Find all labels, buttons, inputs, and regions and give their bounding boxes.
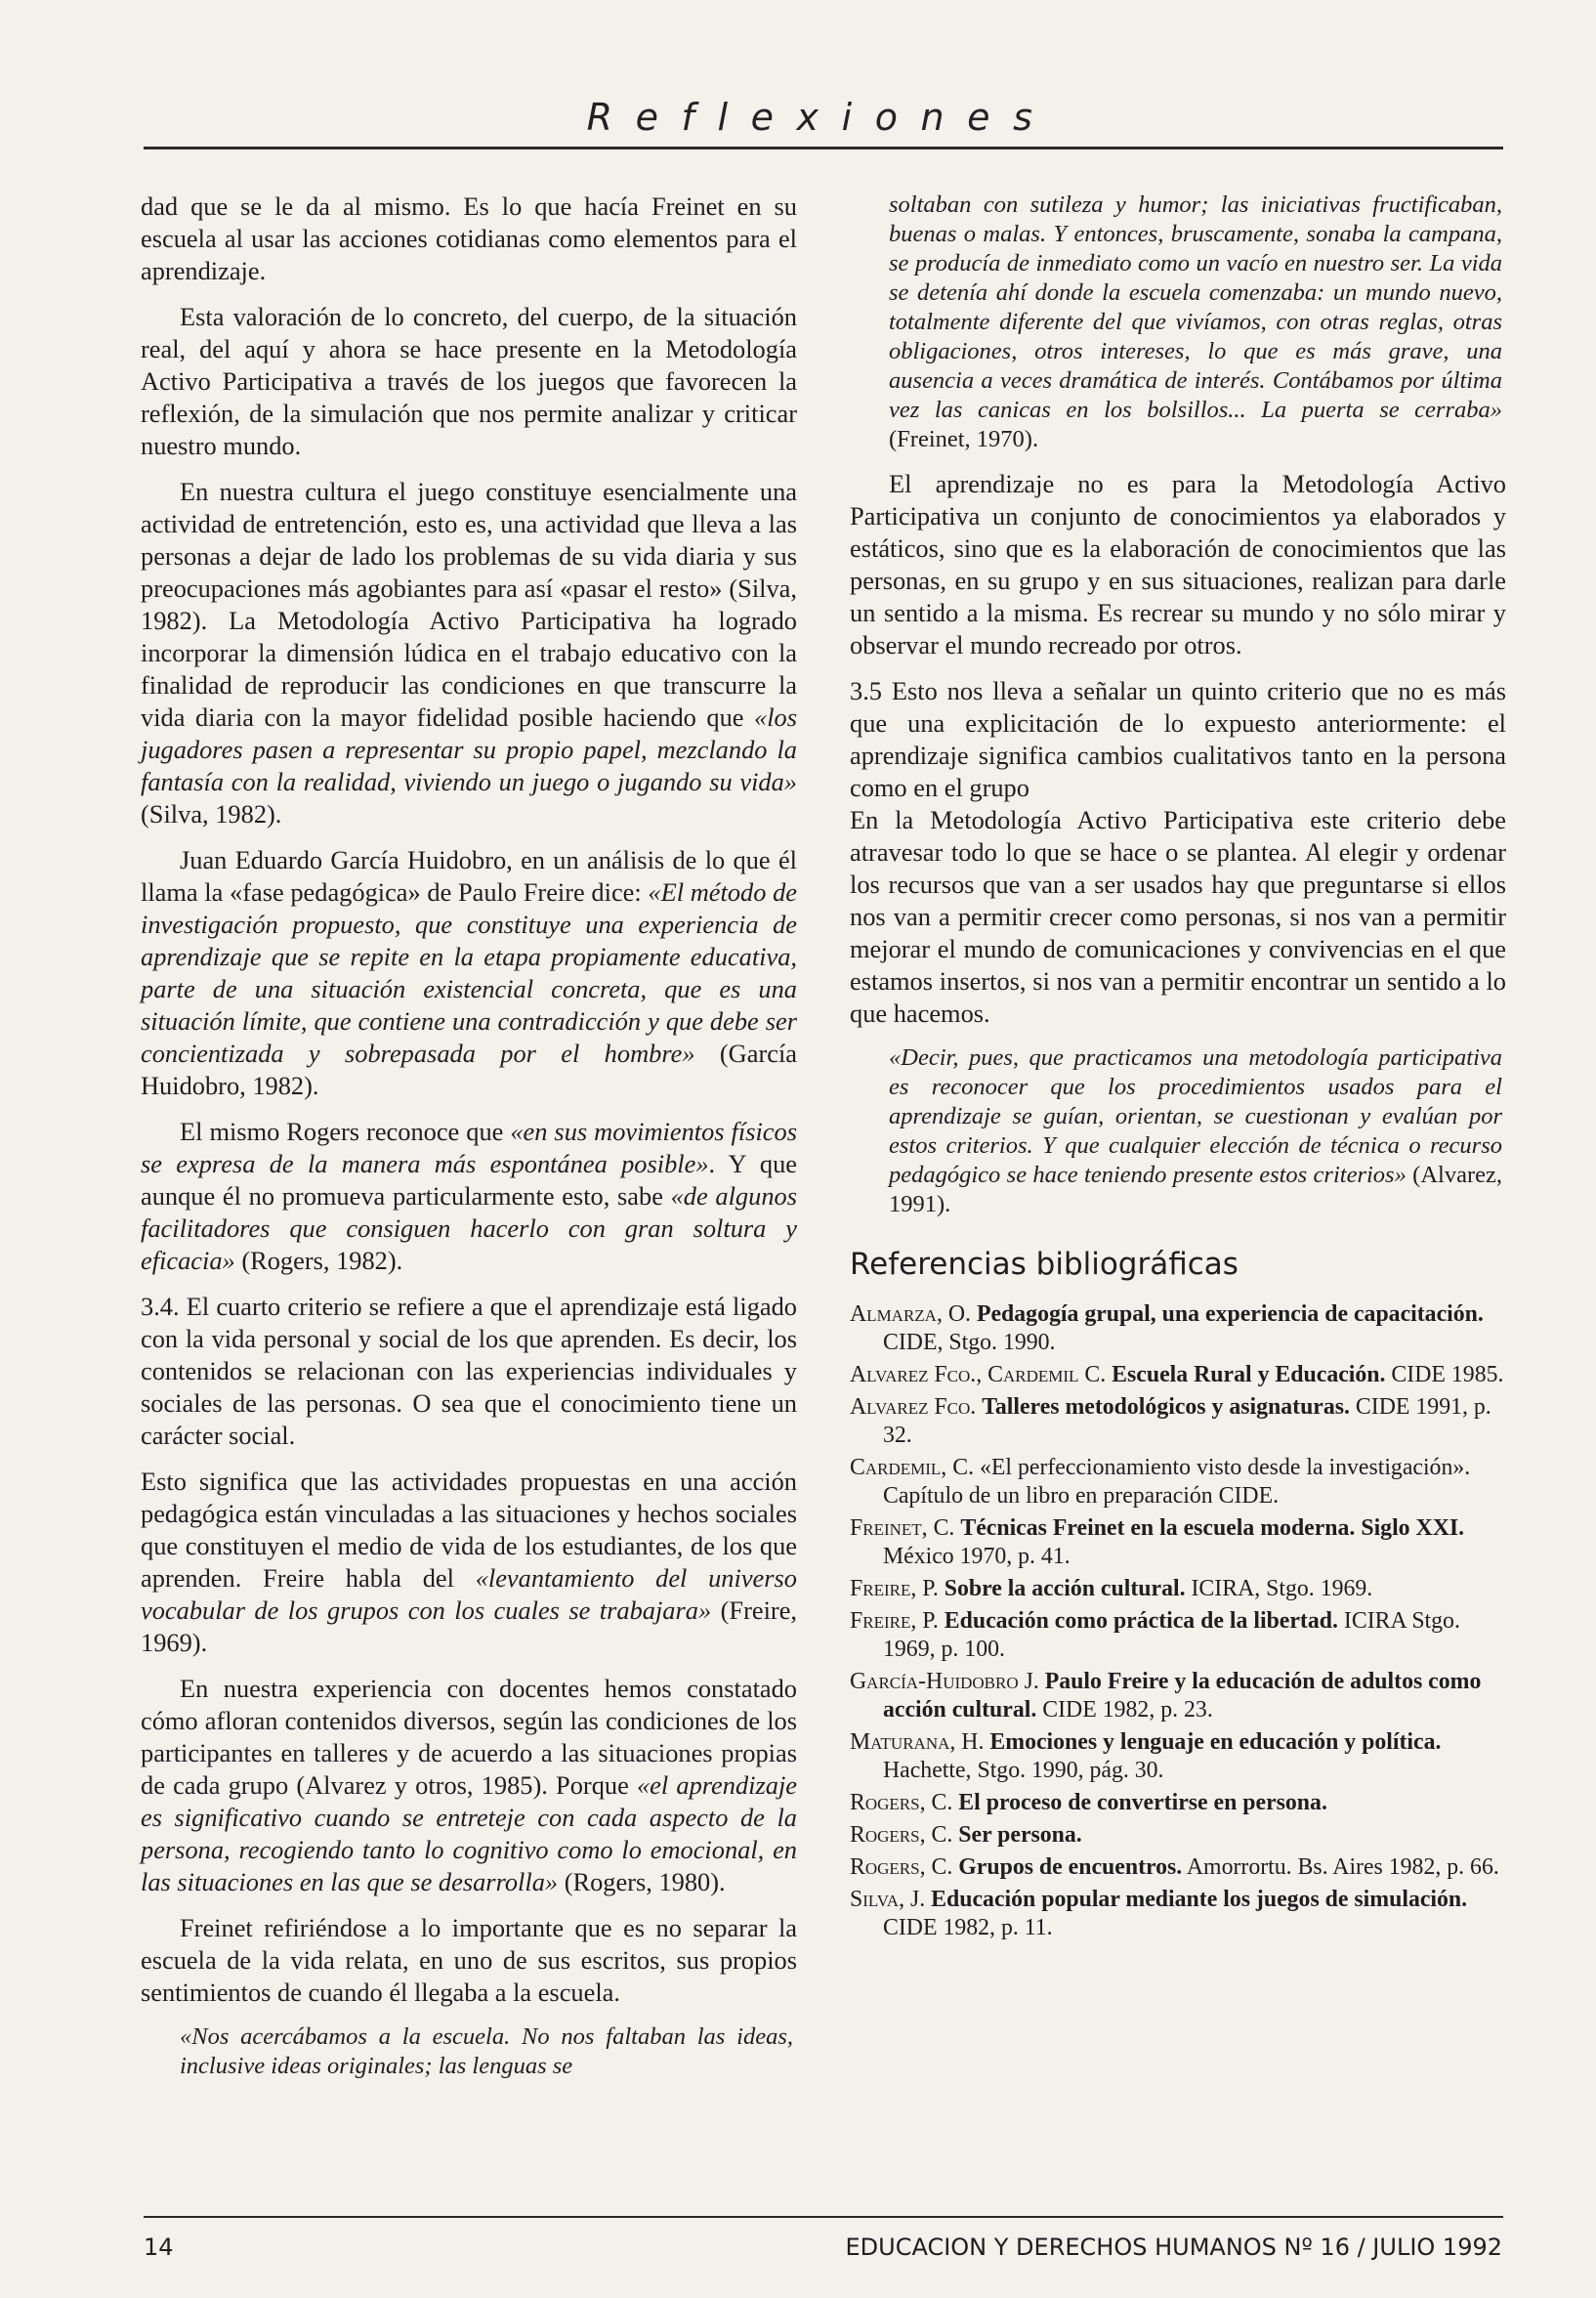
text-run: (Alvarez, 1991). xyxy=(889,1162,1502,1217)
block-quote xyxy=(850,191,1506,454)
reference-author: Freinet, C. xyxy=(850,1515,955,1541)
text-run: En nuestra experiencia con docentes hemos constatado cómo afloran contenidos diversos, según las condiciones de los participantes en talleres y de acuerdo a las situaciones propias de cada grupo (Alvarez y otros, 1985). Porque xyxy=(141,1674,797,1800)
reference-title: Grupos de encuentros. xyxy=(958,1854,1183,1880)
reference-author: García-Huidobro J. xyxy=(850,1669,1039,1694)
reference-entry xyxy=(850,1853,1506,1882)
text-run: En la Metodología Activo Participativa este criterio debe atravesar todo lo que se hace o se plantea. Al elegir y ordenar los recursos que van a ser usados hay que preguntarse si ellos nos van a permitir crecer como personas, si nos van a permitir mejorar el mundo de comunicaciones y convivencias en el que estamos insertos, si nos van a permitir encontrar un sentido a lo que hacemos. xyxy=(850,805,1506,1028)
text-run: «los jugadores pasen a representar su propio papel, mezclando la fantasía con la realidad, viviendo un juego o jugando su vida» xyxy=(141,702,797,796)
reference-entry xyxy=(850,1821,1506,1850)
reference-title: Escuela Rural y Educación. xyxy=(1112,1362,1386,1387)
body-paragraph xyxy=(850,468,1506,661)
reference-entry xyxy=(850,1728,1506,1785)
text-run: soltaban con sutileza y humor; las iniciativas fructificaban, buenas o malas. Y entonces, bruscamente, sonaba la campana, se producía de inmediato como un vacío en nuestro ser. La vida se detenía ahí donde la escuela comenzaba: un mundo nuevo, totalmente diferente del que vivíamos, con otras reglas, otras obligaciones, otros intereses, lo que es más grave, una ausencia a veces dramática de interés. Contábamos por última vez las canicas en los bolsillos... La puerta se cerraba» xyxy=(889,192,1502,423)
reference-details: «El perfeccionamiento visto desde la investigación». Capítulo de un libro en preparación CIDE. xyxy=(883,1455,1471,1509)
body-paragraph xyxy=(141,301,797,462)
reference-details: CIDE 1985. xyxy=(1385,1362,1504,1387)
reference-title: Ser persona. xyxy=(958,1822,1082,1848)
text-run: «en sus movimientos físicos se expresa de la manera más espontánea posible» xyxy=(141,1117,797,1178)
reference-title: Paulo Freire y la educación de adultos como acción cultural. xyxy=(883,1669,1482,1723)
reference-author: Rogers, C. xyxy=(850,1822,953,1848)
reference-author: Rogers, C. xyxy=(850,1854,953,1880)
reference-entry xyxy=(850,1575,1506,1603)
reference-author: Freire, P. xyxy=(850,1608,939,1634)
body-paragraph xyxy=(141,1912,797,2009)
text-run: «Decir, pues, que practicamos una metodología participativa es reconocer que los procedimientos usados para el aprendizaje se guían, orientan, se cuestionan y evalúan por estos criterios. Y que cualquier elección de técnica o recurso pedagógico se hace teniendo presente estos criterios» xyxy=(889,1044,1502,1188)
text-run: «El método de investigación propuesto, que constituye una experiencia de aprendizaje que se repite en la etapa propiamente educativa, parte de una situación existencial concreta, que es una situación límite, que contiene una contradicción y que debe ser concientizada y sobrepasada por el hombre» xyxy=(141,877,797,1068)
reference-entry xyxy=(850,1393,1506,1450)
reference-entry xyxy=(850,1361,1506,1389)
text-run: «el aprendizaje es significativo cuando se entreteje con cada aspecto de la persona, recogiendo tanto lo cognitivo como lo emocional, en las situaciones en las que se desarrolla» xyxy=(141,1770,798,1896)
body-paragraph xyxy=(141,1291,797,1452)
reference-title: Sobre la acción cultural. xyxy=(944,1576,1186,1601)
reference-title: Emociones y lenguaje en educación y política. xyxy=(989,1729,1442,1755)
text-run: El aprendizaje no es para la Metodología Activo Participativa un conjunto de conocimientos ya elaborados y estáticos, sino que es la elaboración de conocimientos que las personas, en su grupo y en sus situaciones, realizan para darle un sentido a la misma. Es recrear su mundo y no sólo mirar y observar el mundo recreado por otros. xyxy=(850,469,1506,660)
body-paragraph xyxy=(141,1116,797,1277)
text-run: Freinet refiriéndose a lo importante que es no separar la escuela de la vida relata, en uno de sus escritos, sus propios sentimientos de cuando él llegaba a la escuela. xyxy=(141,1913,797,2007)
body-paragraph xyxy=(141,191,797,287)
text-run: (Freinet, 1970). xyxy=(889,426,1039,452)
reference-details: ICIRA Stgo. 1969, p. 100. xyxy=(883,1608,1460,1662)
text-run: Esta valoración de lo concreto, del cuerpo, de la situación real, del aquí y ahora se hace presente en la Metodología Activo Participativa a través de los juegos que favorecen la reflexión, de la simulación que nos permite analizar y criticar nuestro mundo. xyxy=(141,302,797,460)
body-paragraph xyxy=(141,844,797,1102)
reference-details: CIDE 1982, p. 11. xyxy=(883,1915,1053,1940)
reference-author: Rogers, C. xyxy=(850,1790,953,1815)
reference-entry xyxy=(850,1454,1506,1511)
body-paragraph xyxy=(850,804,1506,1030)
text-run: dad que se le da al mismo. Es lo que hacía Freinet en su escuela al usar las acciones cotidianas como elementos para el aprendizaje. xyxy=(141,192,797,285)
footer-page-number: 14 xyxy=(144,2234,174,2261)
reference-entry xyxy=(850,1300,1506,1357)
reference-title: Técnicas Freinet en la escuela moderna. Siglo XXI. xyxy=(960,1515,1465,1541)
reference-entry xyxy=(850,1607,1506,1664)
text-run: En nuestra cultura el juego constituye esencialmente una actividad de entretención, esto es, una actividad que lleva a las personas a dejar de lado los problemas de su vida diaria y sus preocupaciones más agobiantes para así «pasar el resto» (Silva, 1982). La Metodología Activo Participativa ha logrado incorporar la dimensión lúdica en el trabajo educativo con la finalidad de reproducir las condiciones en que transcurre la vida diaria con la mayor fidelidad posible haciendo que xyxy=(141,477,797,732)
reference-details: Amorrortu. Bs. Aires 1982, p. 66. xyxy=(1182,1854,1499,1880)
reference-author: Almarza, O. xyxy=(850,1301,971,1327)
reference-title: Educación como práctica de la libertad. xyxy=(944,1608,1338,1634)
reference-entry xyxy=(850,1789,1506,1817)
text-run: (Rogers, 1982). xyxy=(234,1246,403,1275)
reference-title: Talleres metodológicos y asignaturas. xyxy=(982,1394,1350,1420)
footer-rule xyxy=(144,2216,1503,2218)
body-paragraph xyxy=(141,1466,797,1659)
reference-author: Alvarez Fco. xyxy=(850,1394,977,1420)
header-rule xyxy=(144,147,1503,149)
reference-entry xyxy=(850,1514,1506,1571)
references-list xyxy=(850,1300,1506,1942)
reference-entry xyxy=(850,1668,1506,1724)
text-run: El mismo Rogers reconoce que xyxy=(180,1117,511,1146)
reference-details: México 1970, p. 41. xyxy=(883,1544,1071,1569)
reference-title: Pedagogía grupal, una experiencia de capacitación. xyxy=(976,1301,1484,1327)
text-run: 3.4. El cuarto criterio se refiere a que el aprendizaje está ligado con la vida personal y social de los que aprenden. Es decir, los contenidos se relacionan con las experiencias individuales y sociales de las personas. O sea que el conocimiento tiene un carácter social. xyxy=(141,1292,797,1450)
running-header-title: Reflexiones xyxy=(586,96,1056,139)
right-column-body xyxy=(850,191,1506,1219)
body-paragraph xyxy=(850,675,1506,804)
text-run: (Silva, 1982). xyxy=(141,799,282,829)
reference-author: Alvarez Fco., Cardemil C. xyxy=(850,1362,1107,1387)
reference-details: CIDE 1982, p. 23. xyxy=(1036,1697,1213,1723)
footer-journal-title: EDUCACION Y DERECHOS HUMANOS Nº 16 / JULIO 1992 xyxy=(845,2234,1502,2261)
text-run: Esto significa que las actividades propuestas en una acción pedagógica están vinculadas a las situaciones y hechos sociales que constituyen el medio de vida de los estudiantes, de los que aprenden. Freire habla del xyxy=(141,1467,797,1593)
reference-entry xyxy=(850,1886,1506,1942)
text-run: «levantamiento del universo vocabular de los grupos con los cuales se trabajara» xyxy=(141,1563,797,1625)
reference-title: Educación popular mediante los juegos de simulación. xyxy=(931,1887,1468,1912)
text-run: «Nos acercábamos a la escuela. No nos faltaban las ideas, inclusive ideas originales; las lenguas se xyxy=(180,2023,793,2079)
reference-details: ICIRA, Stgo. 1969. xyxy=(1185,1576,1373,1601)
text-run: (García Huidobro, 1982). xyxy=(141,1039,797,1100)
reference-author: Silva, J. xyxy=(850,1887,926,1912)
reference-author: Freire, P. xyxy=(850,1576,939,1601)
text-run: . Y que aunque él no promueva particularmente esto, sabe xyxy=(141,1149,797,1211)
left-column xyxy=(141,191,797,2095)
text-run: (Rogers, 1980). xyxy=(558,1867,726,1896)
block-quote xyxy=(850,1043,1506,1219)
block-quote xyxy=(141,2022,797,2081)
references-heading: Referencias bibliográficas xyxy=(850,1247,1239,1282)
reference-details: CIDE 1991, p. 32. xyxy=(883,1394,1491,1448)
body-paragraph xyxy=(141,1673,797,1898)
reference-details: Hachette, Stgo. 1990, pág. 30. xyxy=(883,1758,1164,1783)
right-column xyxy=(850,191,1506,1946)
text-run: (Freire, 1969). xyxy=(141,1596,798,1657)
body-paragraph xyxy=(141,476,797,830)
text-run: «de algunos facilitadores que consiguen hacerlo con gran soltura y eficacia» xyxy=(141,1181,797,1275)
reference-title: El proceso de convertirse en persona. xyxy=(958,1790,1327,1815)
reference-author: Maturana, H. xyxy=(850,1729,985,1755)
reference-author: Cardemil, C. xyxy=(850,1455,975,1480)
reference-details: CIDE, Stgo. 1990. xyxy=(883,1330,1056,1355)
text-run: 3.5 Esto nos lleva a señalar un quinto criterio que no es más que una explicitación de lo expuesto anteriormente: el aprendizaje significa cambios cualitativos tanto en la persona como en el grupo xyxy=(850,676,1506,802)
text-run: Juan Eduardo García Huidobro, en un análisis de lo que él llama la «fase pedagógica» de Paulo Freire dice: xyxy=(141,845,797,907)
